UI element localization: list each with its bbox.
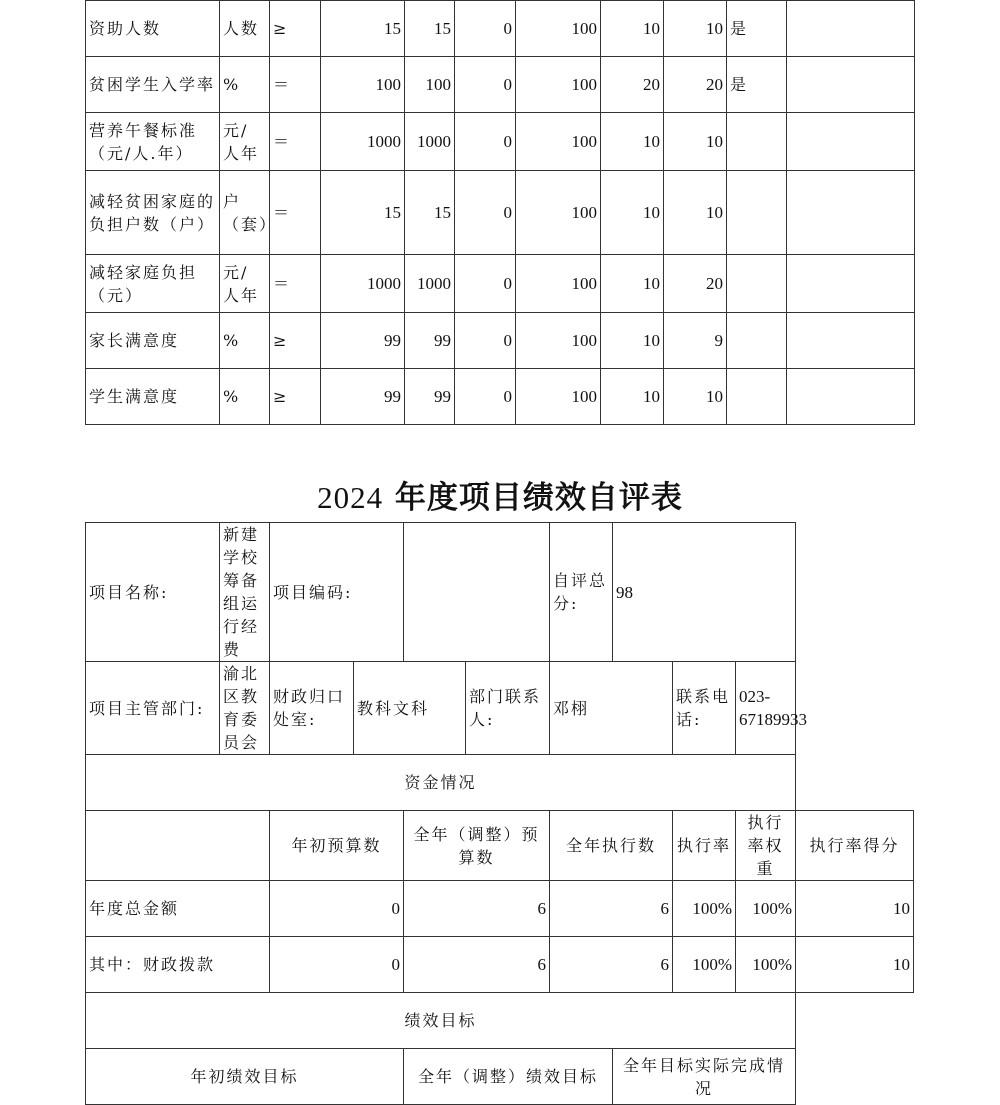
funds-header-blank <box>86 811 270 881</box>
indicator-unit: 元/人年 <box>220 113 270 171</box>
funds-rate: 100% <box>673 937 736 993</box>
indicator-deviation: 0 <box>455 1 516 57</box>
funds-score: 10 <box>796 937 914 993</box>
phone-value: 023-67189933 <box>736 662 796 755</box>
indicator-weight: 10 <box>601 113 664 171</box>
self-score-label: 自评总分: <box>550 523 613 662</box>
indicator-name: 贫困学生入学率 <box>86 57 220 113</box>
indicator-target: 99 <box>321 369 405 425</box>
funds-row-fiscal <box>86 937 914 993</box>
goals-header-row <box>86 1049 914 1105</box>
indicator-completion: 100 <box>516 369 601 425</box>
goals-section-label: 绩效目标 <box>86 993 796 1049</box>
indicator-completion: 100 <box>516 57 601 113</box>
indicator-actual: 15 <box>405 171 455 255</box>
funds-header-adjusted: 全年（调整）预算数 <box>404 811 550 881</box>
phone-label: 联系电话: <box>673 662 736 755</box>
project-name-value: 新建学校筹备组运行经费 <box>220 523 270 662</box>
funds-header-weight: 执行率权重 <box>736 811 796 881</box>
indicator-unit: 户（套） <box>220 171 270 255</box>
indicator-score: 20 <box>664 57 727 113</box>
indicator-target: 1000 <box>321 255 405 313</box>
contact-value: 邓栩 <box>550 662 673 755</box>
indicator-completion: 100 <box>516 313 601 369</box>
funds-weight: 100% <box>736 937 796 993</box>
funds-adjusted: 6 <box>404 881 550 937</box>
funds-executed: 6 <box>550 881 673 937</box>
indicator-note <box>787 369 915 425</box>
funds-header-score: 执行率得分 <box>796 811 914 881</box>
indicator-row <box>86 171 915 255</box>
indicator-score: 10 <box>664 369 727 425</box>
project-code-value <box>404 523 550 662</box>
indicator-weight: 10 <box>601 369 664 425</box>
indicator-target: 99 <box>321 313 405 369</box>
indicator-actual: 99 <box>405 313 455 369</box>
indicator-target: 1000 <box>321 113 405 171</box>
indicator-name: 营养午餐标准（元/人.年） <box>86 113 220 171</box>
indicator-note <box>787 313 915 369</box>
indicator-target: 100 <box>321 57 405 113</box>
indicator-operator: ＝ <box>270 171 321 255</box>
indicator-actual: 15 <box>405 1 455 57</box>
indicator-row <box>86 57 915 113</box>
indicator-score: 20 <box>664 255 727 313</box>
funds-section-label: 资金情况 <box>86 755 796 811</box>
indicator-operator: ＝ <box>270 57 321 113</box>
indicator-weight: 10 <box>601 313 664 369</box>
indicator-name: 资助人数 <box>86 1 220 57</box>
indicator-row <box>86 113 915 171</box>
funds-score: 10 <box>796 881 914 937</box>
indicator-weight: 10 <box>601 171 664 255</box>
indicator-deviation: 0 <box>455 113 516 171</box>
funds-section-row <box>86 755 914 811</box>
indicator-score: 10 <box>664 171 727 255</box>
indicator-flag <box>727 369 787 425</box>
indicator-flag <box>727 113 787 171</box>
indicator-score: 9 <box>664 313 727 369</box>
indicator-note <box>787 57 915 113</box>
indicator-deviation: 0 <box>455 255 516 313</box>
dept-value: 渝北区教育委员会 <box>220 662 270 755</box>
goals-section-row <box>86 993 914 1049</box>
indicator-row <box>86 369 915 425</box>
indicator-target: 15 <box>321 1 405 57</box>
project-row-1 <box>86 523 914 662</box>
indicator-completion: 100 <box>516 1 601 57</box>
indicator-note <box>787 255 915 313</box>
indicator-score: 10 <box>664 113 727 171</box>
indicator-deviation: 0 <box>455 313 516 369</box>
funds-weight: 100% <box>736 881 796 937</box>
performance-table <box>85 522 914 1105</box>
indicator-completion: 100 <box>516 113 601 171</box>
funds-adjusted: 6 <box>404 937 550 993</box>
funds-executed: 6 <box>550 937 673 993</box>
indicator-actual: 1000 <box>405 113 455 171</box>
indicator-flag: 是 <box>727 57 787 113</box>
indicator-operator: ≥ <box>270 1 321 57</box>
indicator-completion: 100 <box>516 171 601 255</box>
indicator-actual: 99 <box>405 369 455 425</box>
funds-rate: 100% <box>673 881 736 937</box>
indicator-flag: 是 <box>727 1 787 57</box>
goals-header-adjusted: 全年（调整）绩效目标 <box>404 1049 613 1105</box>
funds-row-label: 其中：财政拨款 <box>86 937 270 993</box>
indicator-unit: % <box>220 369 270 425</box>
indicator-name: 家长满意度 <box>86 313 220 369</box>
indicator-deviation: 0 <box>455 57 516 113</box>
finance-office-value: 教科文科 <box>354 662 466 755</box>
project-name-label: 项目名称: <box>86 523 220 662</box>
indicator-table <box>85 0 915 425</box>
indicator-row <box>86 255 915 313</box>
funds-row-label: 年度总金额 <box>86 881 270 937</box>
contact-label: 部门联系人: <box>466 662 550 755</box>
indicator-weight: 10 <box>601 1 664 57</box>
project-code-label: 项目编码: <box>270 523 404 662</box>
indicator-note <box>787 113 915 171</box>
indicator-unit: % <box>220 57 270 113</box>
indicator-operator: ＝ <box>270 113 321 171</box>
indicator-flag <box>727 171 787 255</box>
project-row-2 <box>86 662 914 755</box>
funds-budget: 0 <box>270 937 404 993</box>
indicator-row <box>86 1 915 57</box>
dept-label: 项目主管部门: <box>86 662 220 755</box>
indicator-name: 学生满意度 <box>86 369 220 425</box>
indicator-note <box>787 171 915 255</box>
indicator-target: 15 <box>321 171 405 255</box>
indicator-operator: ≥ <box>270 313 321 369</box>
funds-header-executed: 全年执行数 <box>550 811 673 881</box>
indicator-name: 减轻贫困家庭的负担户数（户） <box>86 171 220 255</box>
finance-office-label: 财政归口处室: <box>270 662 354 755</box>
indicator-weight: 20 <box>601 57 664 113</box>
indicator-operator: ≥ <box>270 369 321 425</box>
indicator-unit: 人数 <box>220 1 270 57</box>
indicator-flag <box>727 313 787 369</box>
indicator-deviation: 0 <box>455 171 516 255</box>
self-score-value: 98 <box>613 523 796 662</box>
funds-header-rate: 执行率 <box>673 811 736 881</box>
indicator-name: 减轻家庭负担（元） <box>86 255 220 313</box>
indicator-deviation: 0 <box>455 369 516 425</box>
indicator-weight: 10 <box>601 255 664 313</box>
indicator-score: 10 <box>664 1 727 57</box>
funds-budget: 0 <box>270 881 404 937</box>
page-title: 2024 年度项目绩效自评表 <box>317 480 683 516</box>
indicator-operator: ＝ <box>270 255 321 313</box>
indicator-actual: 100 <box>405 57 455 113</box>
funds-row-total <box>86 881 914 937</box>
funds-header-row <box>86 811 914 881</box>
indicator-unit: 元/人年 <box>220 255 270 313</box>
indicator-note <box>787 1 915 57</box>
goals-header-actual: 全年目标实际完成情况 <box>613 1049 796 1105</box>
indicator-unit: % <box>220 313 270 369</box>
funds-header-budget: 年初预算数 <box>270 811 404 881</box>
indicator-actual: 1000 <box>405 255 455 313</box>
indicator-row <box>86 313 915 369</box>
indicator-flag <box>727 255 787 313</box>
indicator-completion: 100 <box>516 255 601 313</box>
goals-header-initial: 年初绩效目标 <box>86 1049 404 1105</box>
